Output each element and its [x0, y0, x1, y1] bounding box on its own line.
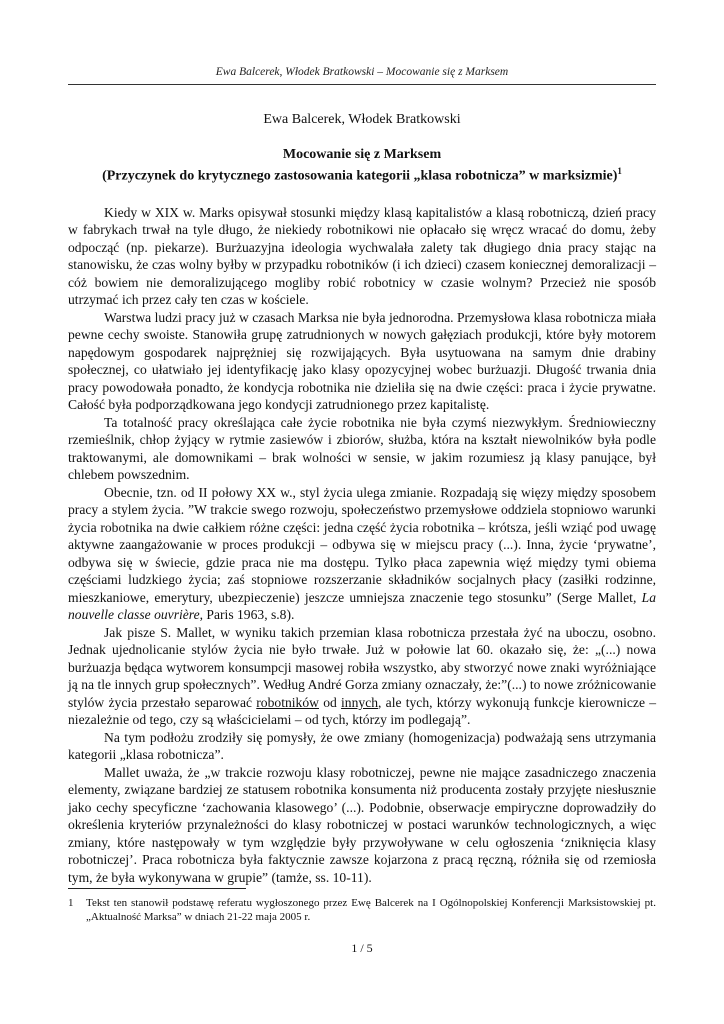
- paragraph: [68, 484, 656, 624]
- book-title: La nouvelle classe ouvrière: [68, 589, 656, 623]
- document-body: [68, 112, 656, 886]
- footnote-number: 1: [68, 897, 74, 909]
- page-number: 1 / 5: [351, 941, 373, 955]
- article-text: [68, 204, 656, 887]
- paragraph: [68, 624, 656, 729]
- authors: Ewa Balcerek, Włodek Bratkowski: [263, 112, 461, 127]
- paragraph: Na tym podłożu zrodziły się pomysły, że owe zmiany (homogenizacja) podważają sens utrzymania kategorii „klasa robotnicza”.: [68, 729, 656, 763]
- underlined-word: robotników: [256, 694, 319, 710]
- underlined-word: innych: [341, 694, 379, 710]
- footnote-divider: [68, 888, 246, 889]
- footnote-ref[interactable]: 1: [617, 166, 622, 176]
- title-main: Mocowanie się z Marksem: [282, 147, 442, 162]
- paragraph-text: Jak pisze S. Mallet, w wyniku takich przemian klasa robotnicza przestała żyć na uboczu, osobno. Jednak ujednolicanie stylów życia nie było trwałe. Już w połowie lat 60. okazało się, że: „(...) nowa burżuazja będąca wytworem konsumpcji masowej robiła wszystko, aby stworzyć nowe znaki wyróżniające ją na tle innych grup społecznych”. Według André Gorza zmiany oznaczały, że:”(...) to nowe zróżnicowanie stylów życia przestało separować: [68, 624, 656, 710]
- paragraph-text: Obecnie, tzn. od II połowy XX w., styl życia ulega zmianie. Rozpadają się więzy między sposobem pracy a stylem życia. ”W trakcie swego rozwoju, społeczeństwo przemysłowe oddziela stopniowo warunki życia robotnika na dwie całkiem różne części: jedna część życia robotnika – krótsza, jeśli wziąć pod uwagę aktywne zaangażowanie w proces produkcji – odbywa się w miejscu pracy (...). Inna, życie ‘prywatne’, odbywa się w świecie, gdzie praca nie ma dostępu. Tylko płaca zapewnia więź między tymi obiema częściami ludzkiego życia; zaś stopniowe rozszerzanie składników socjalnych płacy (zasiłki rodzinne, mieszkaniowe, emerytury, ubezpieczenie) jeszcze umniejsza znaczenie tego stosunku” (Serge Mallet,: [68, 484, 656, 605]
- subtitle-text: (Przyczynek do krytycznego zastosowania kategorii „klasa robotnicza” w marksizmie): [102, 168, 618, 184]
- paragraph-text: , Paris 1963, s.8).: [199, 607, 295, 623]
- header-divider: [68, 84, 656, 85]
- footnote: [68, 896, 656, 924]
- title-subtitle: [68, 163, 656, 185]
- paragraph: Ta totalność pracy określająca całe życie robotnika nie była czymś niezwykłym. Średniowieczny rzemieślnik, chłop żyjący w rytmie zasiewów i zbiorów, służba, która na kształt niewolników była podle traktowanymi, ale domownikami – brak wolności w sensie, w jakim rozumiesz ją klasy panujące, był chlebem powszednim.: [68, 414, 656, 483]
- paragraph: Mallet uważa, że „w trakcie rozwoju klasy robotniczej, pewne nie mające zasadniczego znaczenia elementy, związane bardziej ze statusem robotnika konsumenta niż producenta zostały przyjęte niesłusznie jako cechy specyficzne ‘zachowania klasowego’ (...). Podobnie, obserwacje empiryczne doprowadziły do określenia kryteriów przynależności do klasy robotniczej w postaci warunków technologicznych, a więc zmiany, które następowały w tym względzie były przywoływane w celu ogłoszenia ‘zniknięcia klasy robotniczej’. Praca robotnicza była faktycznie zawsze kojarzona z pracą ręczną, różniła się od rzemiosła tym, że była wykonywana w grupie” (tamże, ss. 10-11).: [68, 764, 656, 885]
- running-header: Ewa Balcerek, Włodek Bratkowski – Mocowanie się z Marksem: [215, 66, 509, 78]
- paragraph: Kiedy w XIX w. Marks opisywał stosunki między klasą kapitalistów a klasą robotniczą, dzień pracy w fabrykach trwał na tyle długo, że niekiedy robotnikowi nie opłacało się wręcz wracać do domu, żeby odpocząć (np. piekarze). Burżuazyjna ideologia wychwalała zalety tak długiego dnia pracy stając na stanowisku, że czas wolny byłby w przypadku robotników (i ich dzieci) czasem koniecznej demoralizacji – cóż bowiem nie demoralizującego mogliby robić robotnicy w czasie wolnym? Przecież nie sposób utrzymać ich przez cały ten czas w kościele.: [68, 204, 656, 308]
- paragraph: Warstwa ludzi pracy już w czasach Marksa nie była jednorodna. Przemysłowa klasa robotnicza miała pewne cechy swoiste. Stanowiła grupę zatrudnionych w nowych gałęziach produkcji, które były motorem napędowym gospodarek najprężniej się rozwijających. Była usytuowana na samym dnie drabiny społecznej, co ułatwiało jej identyfikację jako klasy opozycyjnej wobec burżuazji. Długość trwania dnia pracy powodowała ponadto, że kondycja robotnika nie dzieliła się na dwie części: praca i życie prywatne. Całość była podporządkowana jego kondycji zatrudnionego przez kapitalistę.: [68, 309, 656, 413]
- paragraph-text: , ale tych, którzy wykonują funkcje kierownicze – niezależnie od tego, czy są właścicielami – od tych, którzy im podlegają”.: [68, 694, 657, 728]
- footnote-text: Tekst ten stanowił podstawę referatu wygłoszonego przez Ewę Balcerek na I Ogólnopolskiej Konferencji Marksistowskiej pt. „Aktualność Marksa” w dniach 21-22 maja 2005 r.: [86, 897, 656, 923]
- paragraph-text: od: [318, 694, 342, 710]
- article-title: [68, 146, 656, 185]
